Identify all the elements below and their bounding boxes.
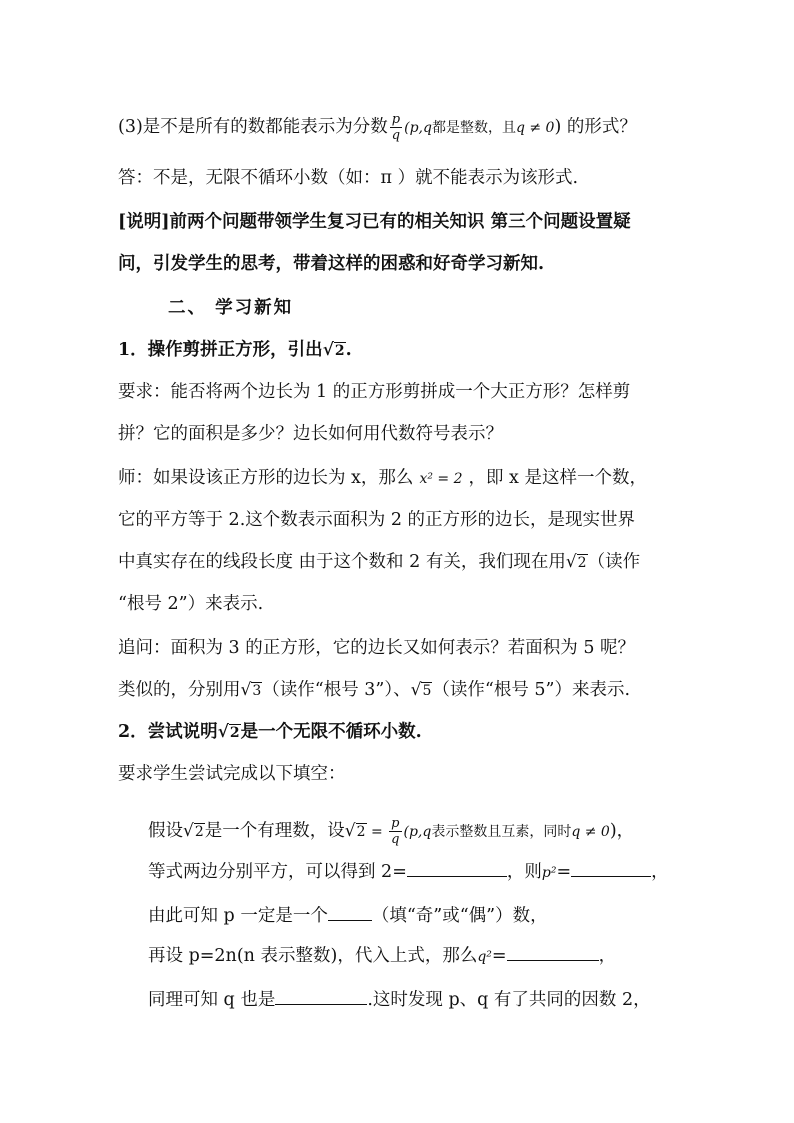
teacher-line-4: “根号 2”）来表示.: [118, 594, 264, 614]
blank-field[interactable]: [275, 988, 367, 1005]
question-3-text: (3)是不是所有的数都能表示为分数: [118, 117, 388, 137]
blank-field[interactable]: [407, 860, 507, 877]
sqrt-2: √2: [565, 552, 587, 572]
item-1-heading: 1．操作剪拼正方形，引出√2.: [118, 338, 352, 363]
same-line: 同理可知 q 也是 .这时发现 p、q 有了共同的因数 2，: [148, 990, 651, 1010]
square-line: 等式两边分别平方，可以得到 2= ，则p²= ，: [148, 862, 669, 882]
sqrt-2: √2: [217, 722, 240, 742]
question-3: (3)是不是所有的数都能表示为分数 $\frac{p}{q}$ (p,q都是整数，且q ≠ 0) 的形式？: [118, 112, 637, 143]
fraction-p-over-q: $\frac{p}{q}$: [391, 112, 401, 143]
blank-field[interactable]: [571, 860, 651, 877]
note-line-2: 问，引发学生的思考，带着这样的困惑和好奇学习新知.: [118, 254, 545, 274]
parity-line: 由此可知 p 一定是一个 （填“奇”或“偶”）数，: [148, 906, 548, 926]
substitution-line: 再设 p=2n(n 表示整数)，代入上式，那么q²= ，: [148, 946, 617, 966]
task-line: 要求学生尝试完成以下填空：: [118, 764, 346, 784]
requirement-line-2: 拼？它的面积是多少？边长如何用代数符号表示？: [118, 424, 503, 444]
sqrt-2: √2: [322, 340, 345, 360]
similar-line: 类似的，分别用√3（读作“根号 3”）、√5（读作“根号 5”）来表示.: [118, 678, 630, 703]
fraction-p-over-q: $\frac{p}{q}$: [391, 816, 400, 847]
sqrt-2: √2: [344, 821, 366, 841]
sqrt-2: √2: [183, 821, 204, 841]
teacher-line-2: 它的平方等于 2.这个数表示面积为 2 的正方形的边长，是现实世界: [118, 510, 636, 530]
assume-line: 假设√2是一个有理数，设√2 = $\frac{p}{q}$ (p,q表示整数且互素，同时q ≠ 0)，: [148, 816, 635, 847]
item-2-heading: 2．尝试说明√2是一个无限不循环小数.: [118, 720, 422, 745]
section-heading: 二、 学习新知: [168, 298, 294, 318]
follow-up-question: 追问：面积为 3 的正方形，它的边长又如何表示？若面积为 5 呢？: [118, 638, 636, 658]
sqrt-5: √5: [410, 680, 432, 700]
teacher-line-1: 师：如果设该正方形的边长为 x，那么 x² = 2 ，即 x 是这样一个数，: [118, 468, 647, 488]
note-line-1: [说明]前两个问题带领学生复习已有的相关知识 第三个问题设置疑: [118, 212, 631, 232]
answer-line: 答：不是，无限不循环小数（如：π ）就不能表示为该形式.: [118, 168, 579, 188]
blank-field[interactable]: [507, 944, 599, 961]
teacher-line-3: 中真实存在的线段长度 由于这个数和 2 有关，我们现在用√2（读作: [118, 550, 640, 575]
requirement-line-1: 要求：能否将两个边长为 1 的正方形剪拼成一个大正方形？怎样剪: [118, 382, 631, 402]
blank-field[interactable]: [328, 904, 372, 921]
sqrt-3: √3: [240, 680, 262, 700]
